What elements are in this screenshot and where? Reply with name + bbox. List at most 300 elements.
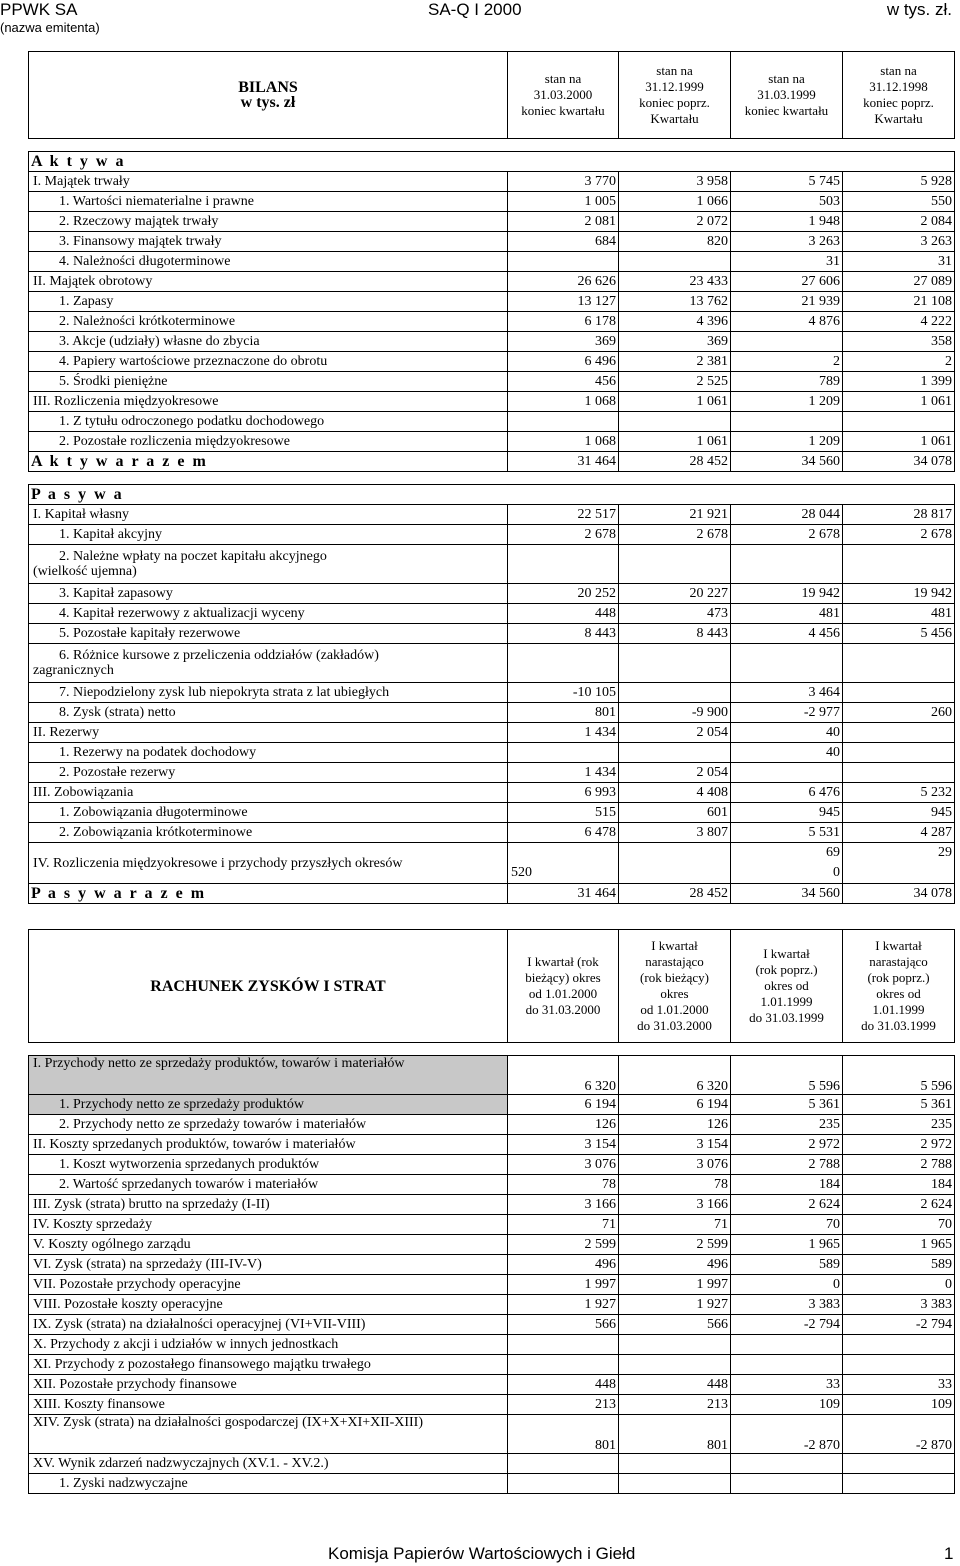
value-cell: 520 xyxy=(508,843,619,884)
value-cell: 5 456 xyxy=(843,624,955,644)
value-cell: 2 678 xyxy=(619,525,731,545)
row-label: 1. Zapasy xyxy=(29,292,508,312)
value-cell: 184 xyxy=(731,1175,843,1195)
value-cell: 448 xyxy=(619,1375,731,1395)
value-cell: 3 770 xyxy=(508,172,619,192)
value-cell: 2 599 xyxy=(619,1235,731,1255)
value-cell: 20 252 xyxy=(508,584,619,604)
row-label: X. Przychody z akcji i udziałów w innych jednostkach xyxy=(29,1335,508,1355)
value-cell: 481 xyxy=(731,604,843,624)
value-cell: 448 xyxy=(508,604,619,624)
value-cell: 6 194 xyxy=(619,1095,731,1115)
spacer-row xyxy=(29,139,955,152)
table-row xyxy=(29,1115,955,1135)
table-row xyxy=(29,1135,955,1155)
value-cell: 8 443 xyxy=(508,624,619,644)
value-cell: 496 xyxy=(619,1255,731,1275)
value-cell: 369 xyxy=(508,332,619,352)
table-row xyxy=(29,292,955,312)
income-statement-table xyxy=(28,929,955,1494)
row-label: II. Koszty sprzedanych produktów, towarów i materiałów xyxy=(29,1135,508,1155)
value-cell: 34 078 xyxy=(843,452,955,472)
value-cell: 1 927 xyxy=(508,1295,619,1315)
value-cell: 235 xyxy=(731,1115,843,1135)
table-row xyxy=(29,232,955,252)
table-row xyxy=(29,763,955,783)
units-label: w tys. zł. xyxy=(886,0,952,19)
table-row xyxy=(29,1315,955,1335)
value-cell: 589 xyxy=(843,1255,955,1275)
table-row xyxy=(29,1155,955,1175)
value-cell: 109 xyxy=(843,1395,955,1415)
value-cell: 126 xyxy=(619,1115,731,1135)
value-cell: 34 560 xyxy=(731,452,843,472)
value-cell: 31 xyxy=(843,252,955,272)
table-row xyxy=(29,412,955,432)
spacer-row xyxy=(29,1043,955,1056)
value-cell: 3 166 xyxy=(508,1195,619,1215)
value-cell: 78 xyxy=(619,1175,731,1195)
value-cell: 1 061 xyxy=(619,392,731,412)
value-cell: 2 678 xyxy=(508,525,619,545)
table-row xyxy=(29,432,955,452)
value-cell: 2 054 xyxy=(619,763,731,783)
row-label: 2. Zobowiązania krótkoterminowe xyxy=(29,823,508,843)
table-row xyxy=(29,584,955,604)
value-cell: 3 263 xyxy=(731,232,843,252)
row-label: 4. Należności długoterminowe xyxy=(29,252,508,272)
value-cell: 23 433 xyxy=(619,272,731,292)
company-note: (nazwa emitenta) xyxy=(0,20,100,35)
value-cell: 2 599 xyxy=(508,1235,619,1255)
value-cell: 945 xyxy=(731,803,843,823)
value-cell xyxy=(731,1454,843,1474)
value-cell: 26 626 xyxy=(508,272,619,292)
row-label: 3. Finansowy majątek trwały xyxy=(29,232,508,252)
value-cell: 2 624 xyxy=(843,1195,955,1215)
value-cell xyxy=(619,1335,731,1355)
row-label: 1. Zobowiązania długoterminowe xyxy=(29,803,508,823)
table-row xyxy=(29,1235,955,1255)
row-label: IV. Rozliczenia międzyokresowe i przychody przyszłych okresów xyxy=(29,843,508,884)
table-row xyxy=(29,252,955,272)
row-label: II. Majątek obrotowy xyxy=(29,272,508,292)
table-row xyxy=(29,624,955,644)
table-row xyxy=(29,1195,955,1215)
spacer-cell xyxy=(29,472,955,485)
value-cell: 5 232 xyxy=(843,783,955,803)
balance-header-row xyxy=(29,52,955,139)
value-cell: 31 xyxy=(731,252,843,272)
value-cell: 3 076 xyxy=(508,1155,619,1175)
value-cell: 358 xyxy=(843,332,955,352)
value-cell: 456 xyxy=(508,372,619,392)
value-cell: 40 xyxy=(731,743,843,763)
table-row xyxy=(29,505,955,525)
value-cell xyxy=(619,1454,731,1474)
row-label: 1. Przychody netto ze sprzedaży produktów xyxy=(29,1095,508,1115)
value-cell xyxy=(619,252,731,272)
value-cell: 1 434 xyxy=(508,723,619,743)
value-cell: 503 xyxy=(731,192,843,212)
row-label: II. Rezerwy xyxy=(29,723,508,743)
value-cell xyxy=(843,763,955,783)
value-cell: 448 xyxy=(508,1375,619,1395)
row-label: VII. Pozostałe przychody operacyjne xyxy=(29,1275,508,1295)
value-cell: 3 958 xyxy=(619,172,731,192)
value-cell: 2 054 xyxy=(619,723,731,743)
row-label: I. Majątek trwały xyxy=(29,172,508,192)
section-heading: P a s y w a xyxy=(29,485,955,505)
value-cell: 473 xyxy=(619,604,731,624)
value-cell xyxy=(731,644,843,683)
value-cell: 684 xyxy=(508,232,619,252)
value-cell: 481 xyxy=(843,604,955,624)
spacer-cell xyxy=(29,1043,955,1056)
value-cell: 235 xyxy=(843,1115,955,1135)
table-row xyxy=(29,1335,955,1355)
value-cell: 1 399 xyxy=(843,372,955,392)
value-cell: 109 xyxy=(731,1395,843,1415)
value-cell: 789 xyxy=(731,372,843,392)
value-cell: 2 678 xyxy=(843,525,955,545)
value-cell: 2 678 xyxy=(731,525,843,545)
row-label: IV. Koszty sprzedaży xyxy=(29,1215,508,1235)
value-cell: 21 939 xyxy=(731,292,843,312)
table-row xyxy=(29,703,955,723)
income-column-header: I kwartał narastająco (rok poprz.) okres od 1.01.1999 do 31.03.1999 xyxy=(843,930,955,1043)
value-cell: 4 408 xyxy=(619,783,731,803)
row-label: 2. Przychody netto ze sprzedaży towarów i materiałów xyxy=(29,1115,508,1135)
value-cell: 3 076 xyxy=(619,1155,731,1175)
value-cell: 1 997 xyxy=(508,1275,619,1295)
table-row xyxy=(29,1056,955,1095)
value-cell xyxy=(508,1355,619,1375)
value-cell: 1 927 xyxy=(619,1295,731,1315)
report-code: SA-Q I 2000 xyxy=(428,0,522,19)
row-label: IX. Zysk (strata) na działalności operacyjnej (VI+VII-VIII) xyxy=(29,1315,508,1335)
table-row xyxy=(29,1454,955,1474)
table-row xyxy=(29,723,955,743)
row-label: 5. Środki pieniężne xyxy=(29,372,508,392)
value-cell xyxy=(843,1355,955,1375)
value-cell: 184 xyxy=(843,1175,955,1195)
value-cell: 70 xyxy=(731,1215,843,1235)
table-row xyxy=(29,1255,955,1275)
row-label: 6. Różnice kursowe z przeliczenia oddziałów (zakładów) zagranicznych xyxy=(29,644,508,683)
table-row xyxy=(29,1275,955,1295)
value-cell: 5 361 xyxy=(843,1095,955,1115)
row-label: XI. Przychody z pozostałego finansowego majątku trwałego xyxy=(29,1355,508,1375)
aktywa-heading xyxy=(29,152,955,172)
value-cell: 6 478 xyxy=(508,823,619,843)
balance-column-header: stan na 31.03.2000 koniec kwartału xyxy=(508,52,619,139)
value-cell: 1 061 xyxy=(619,432,731,452)
table-row xyxy=(29,1415,955,1454)
value-cell: 3 383 xyxy=(843,1295,955,1315)
balance-title: BILANS w tys. zł xyxy=(29,52,508,139)
value-cell xyxy=(843,683,955,703)
value-cell xyxy=(619,412,731,432)
value-cell: 78 xyxy=(508,1175,619,1195)
value-cell: 496 xyxy=(508,1255,619,1275)
row-label: V. Koszty ogólnego zarządu xyxy=(29,1235,508,1255)
value-cell: 566 xyxy=(619,1315,731,1335)
value-cell: 2 624 xyxy=(731,1195,843,1215)
value-cell: 3 154 xyxy=(508,1135,619,1155)
value-cell: 21 108 xyxy=(843,292,955,312)
row-label: P a s y w a r a z e m xyxy=(29,884,508,904)
value-cell xyxy=(508,1335,619,1355)
value-cell: 566 xyxy=(508,1315,619,1335)
income-title: RACHUNEK ZYSKÓW I STRAT xyxy=(29,930,508,1043)
row-label: 4. Kapitał rezerwowy z aktualizacji wyceny xyxy=(29,604,508,624)
value-cell: 69 0 xyxy=(731,843,843,884)
value-cell: 2 072 xyxy=(619,212,731,232)
value-cell: 4 876 xyxy=(731,312,843,332)
value-cell xyxy=(619,1474,731,1494)
value-cell: 801 xyxy=(619,1415,731,1454)
company-name: PPWK SA xyxy=(0,0,78,19)
value-cell: 1 209 xyxy=(731,432,843,452)
table-row xyxy=(29,525,955,545)
value-cell: 0 xyxy=(731,1275,843,1295)
value-cell: 0 xyxy=(843,1275,955,1295)
pasywa-heading xyxy=(29,485,955,505)
table-row xyxy=(29,312,955,332)
income-header-row xyxy=(29,930,955,1043)
value-cell: 3 263 xyxy=(843,232,955,252)
value-cell: 1 997 xyxy=(619,1275,731,1295)
value-cell: 213 xyxy=(508,1395,619,1415)
value-cell: 28 452 xyxy=(619,452,731,472)
value-cell xyxy=(731,1355,843,1375)
value-cell: 213 xyxy=(619,1395,731,1415)
value-cell: 3 383 xyxy=(731,1295,843,1315)
row-label: 3. Akcje (udziały) własne do zbycia xyxy=(29,332,508,352)
row-label: A k t y w a r a z e m xyxy=(29,452,508,472)
value-cell xyxy=(843,644,955,683)
value-cell: 1 948 xyxy=(731,212,843,232)
value-cell xyxy=(508,252,619,272)
value-cell: 13 762 xyxy=(619,292,731,312)
value-cell: 3 807 xyxy=(619,823,731,843)
value-cell: 6 476 xyxy=(731,783,843,803)
value-cell: 28 044 xyxy=(731,505,843,525)
value-cell: 1 068 xyxy=(508,432,619,452)
value-cell: 5 596 xyxy=(843,1056,955,1095)
value-cell: 28 452 xyxy=(619,884,731,904)
table-row xyxy=(29,743,955,763)
value-cell xyxy=(619,1355,731,1375)
table-row xyxy=(29,604,955,624)
table-row xyxy=(29,1355,955,1375)
row-label: 1. Rezerwy na podatek dochodowy xyxy=(29,743,508,763)
value-cell: 31 464 xyxy=(508,884,619,904)
value-cell: 126 xyxy=(508,1115,619,1135)
row-label: XIII. Koszty finansowe xyxy=(29,1395,508,1415)
row-label: III. Zobowiązania xyxy=(29,783,508,803)
value-cell: 2 381 xyxy=(619,352,731,372)
value-cell xyxy=(843,1335,955,1355)
table-row xyxy=(29,332,955,352)
table-row xyxy=(29,545,955,584)
value-cell xyxy=(843,1454,955,1474)
spacer-row xyxy=(29,472,955,485)
row-label: 1. Koszt wytworzenia sprzedanych produktów xyxy=(29,1155,508,1175)
row-label: I. Kapitał własny xyxy=(29,505,508,525)
value-cell: 820 xyxy=(619,232,731,252)
value-cell: 5 361 xyxy=(731,1095,843,1115)
value-cell: 1 434 xyxy=(508,763,619,783)
value-cell xyxy=(619,545,731,584)
value-cell xyxy=(731,332,843,352)
value-cell xyxy=(619,843,731,884)
value-cell: 1 061 xyxy=(843,432,955,452)
value-cell: 2 788 xyxy=(731,1155,843,1175)
value-cell: 27 089 xyxy=(843,272,955,292)
row-label: XIV. Zysk (strata) na działalności gospodarczej (IX+X+XI+XII-XIII) xyxy=(29,1415,508,1454)
value-cell: 1 209 xyxy=(731,392,843,412)
value-cell: 260 xyxy=(843,703,955,723)
table-row xyxy=(29,1395,955,1415)
value-cell: 4 287 xyxy=(843,823,955,843)
value-cell: 1 965 xyxy=(731,1235,843,1255)
row-label: XV. Wynik zdarzeń nadzwyczajnych (XV.1. - XV.2.) xyxy=(29,1454,508,1474)
value-cell: 369 xyxy=(619,332,731,352)
value-cell: 1 066 xyxy=(619,192,731,212)
value-cell: 3 166 xyxy=(619,1195,731,1215)
value-cell: 21 921 xyxy=(619,505,731,525)
value-cell: 515 xyxy=(508,803,619,823)
value-cell: -2 794 xyxy=(843,1315,955,1335)
row-label: VI. Zysk (strata) na sprzedaży (III-IV-V) xyxy=(29,1255,508,1275)
value-cell: 33 xyxy=(843,1375,955,1395)
footer-text: Komisja Papierów Wartościowych i Giełd xyxy=(328,1544,636,1563)
row-label: 2. Rzeczowy majątek trwały xyxy=(29,212,508,232)
table-row xyxy=(29,803,955,823)
value-cell: 4 222 xyxy=(843,312,955,332)
value-cell xyxy=(843,412,955,432)
value-cell: 550 xyxy=(843,192,955,212)
section-heading: A k t y w a xyxy=(29,152,955,172)
value-cell xyxy=(619,683,731,703)
value-cell: 27 606 xyxy=(731,272,843,292)
value-cell: 2 081 xyxy=(508,212,619,232)
value-cell xyxy=(619,743,731,763)
value-cell: 801 xyxy=(508,703,619,723)
value-cell: 28 817 xyxy=(843,505,955,525)
value-cell xyxy=(508,1474,619,1494)
value-cell xyxy=(843,723,955,743)
value-cell: 1 068 xyxy=(508,392,619,412)
value-cell xyxy=(508,644,619,683)
row-label: VIII. Pozostałe koszty operacyjne xyxy=(29,1295,508,1315)
value-cell: 2 788 xyxy=(843,1155,955,1175)
row-label: 2. Pozostałe rezerwy xyxy=(29,763,508,783)
value-cell: 19 942 xyxy=(843,584,955,604)
table-row xyxy=(29,843,955,884)
value-cell xyxy=(731,545,843,584)
row-label: XII. Pozostałe przychody finansowe xyxy=(29,1375,508,1395)
table-row xyxy=(29,452,955,472)
value-cell: 5 531 xyxy=(731,823,843,843)
balance-sheet-table xyxy=(28,51,955,904)
value-cell xyxy=(731,412,843,432)
spacer-cell xyxy=(29,139,955,152)
value-cell: -2 794 xyxy=(731,1315,843,1335)
value-cell: -10 105 xyxy=(508,683,619,703)
value-cell: 2 084 xyxy=(843,212,955,232)
row-label: I. Przychody netto ze sprzedaży produktów, towarów i materiałów xyxy=(29,1056,508,1095)
table-row xyxy=(29,1474,955,1494)
value-cell: 4 396 xyxy=(619,312,731,332)
value-cell: 34 560 xyxy=(731,884,843,904)
table-row xyxy=(29,1175,955,1195)
value-cell: 1 965 xyxy=(843,1235,955,1255)
balance-column-header: stan na 31.12.1998 koniec poprz. Kwartału xyxy=(843,52,955,139)
value-cell: 6 496 xyxy=(508,352,619,372)
value-cell: 945 xyxy=(843,803,955,823)
value-cell xyxy=(508,412,619,432)
value-cell: 6 993 xyxy=(508,783,619,803)
table-row xyxy=(29,1215,955,1235)
table-row xyxy=(29,823,955,843)
value-cell: 3 464 xyxy=(731,683,843,703)
table-row xyxy=(29,644,955,683)
value-cell: 2 972 xyxy=(731,1135,843,1155)
value-cell: 589 xyxy=(731,1255,843,1275)
balance-column-header: stan na 31.03.1999 koniec kwartału xyxy=(731,52,843,139)
table-row xyxy=(29,884,955,904)
table-row xyxy=(29,212,955,232)
value-cell: 6 320 xyxy=(508,1056,619,1095)
row-label: 2. Wartość sprzedanych towarów i materiałów xyxy=(29,1175,508,1195)
value-cell: 40 xyxy=(731,723,843,743)
value-cell: 22 517 xyxy=(508,505,619,525)
value-cell: 29 xyxy=(843,843,955,884)
value-cell: 2 xyxy=(843,352,955,372)
row-label: 1. Z tytułu odroczonego podatku dochodowego xyxy=(29,412,508,432)
row-label: 7. Niepodzielony zysk lub niepokryta strata z lat ubiegłych xyxy=(29,683,508,703)
value-cell: -9 900 xyxy=(619,703,731,723)
value-cell: 2 525 xyxy=(619,372,731,392)
value-cell: 801 xyxy=(508,1415,619,1454)
income-column-header: I kwartał (rok bieżący) okres od 1.01.2000 do 31.03.2000 xyxy=(508,930,619,1043)
value-cell: 601 xyxy=(619,803,731,823)
balance-column-header: stan na 31.12.1999 koniec poprz. Kwartału xyxy=(619,52,731,139)
row-label: 1. Wartości niematerialne i prawne xyxy=(29,192,508,212)
row-label: III. Zysk (strata) brutto na sprzedaży (I-II) xyxy=(29,1195,508,1215)
value-cell: 5 745 xyxy=(731,172,843,192)
value-cell: 1 061 xyxy=(843,392,955,412)
value-cell: 1 005 xyxy=(508,192,619,212)
value-cell: 2 972 xyxy=(843,1135,955,1155)
value-cell xyxy=(619,644,731,683)
row-label: 1. Kapitał akcyjny xyxy=(29,525,508,545)
value-cell: -2 977 xyxy=(731,703,843,723)
table-row xyxy=(29,172,955,192)
value-cell xyxy=(508,545,619,584)
income-column-header: I kwartał (rok poprz.) okres od 1.01.1999 do 31.03.1999 xyxy=(731,930,843,1043)
value-cell: 19 942 xyxy=(731,584,843,604)
value-cell xyxy=(508,743,619,763)
value-cell: 4 456 xyxy=(731,624,843,644)
table-row xyxy=(29,392,955,412)
value-cell: -2 870 xyxy=(843,1415,955,1454)
row-label: 1. Zyski nadzwyczajne xyxy=(29,1474,508,1494)
table-row xyxy=(29,272,955,292)
